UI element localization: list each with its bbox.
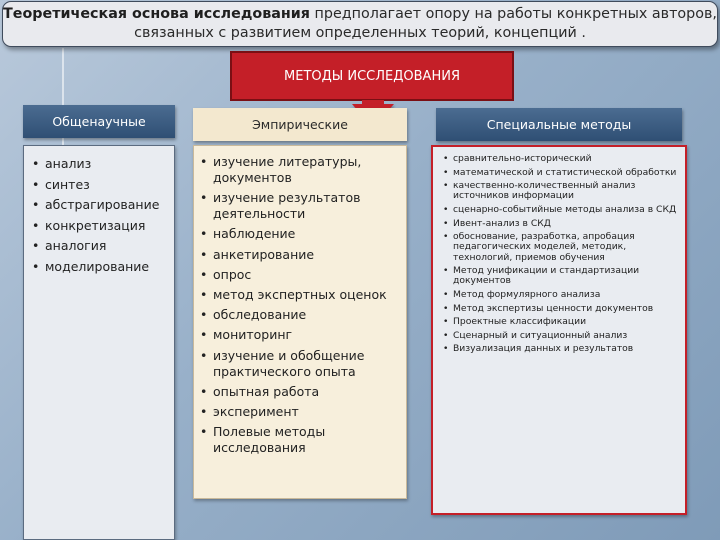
list-item: • Ивент-анализ в СКД [453,219,682,229]
empirical-methods-list [213,154,402,456]
list-item: • сравнительно-исторический [453,154,682,164]
general-methods-header [23,105,175,138]
list-item: • абстрагирование [45,195,174,216]
list-item: • метод экспертных оценок [213,287,402,303]
list-item: • изучение и обобщение практического опыта [213,348,402,380]
list-item: • Проектные классификации [453,317,682,327]
special-methods-header [436,108,682,141]
list-item: • Метод экспертизы ценности документов [453,304,682,314]
general-methods-box [23,145,175,540]
methods-title-box [230,51,514,101]
list-item: • изучение результатов деятельности [213,190,402,222]
intro-banner [2,1,718,47]
list-item: • эксперимент [213,404,402,420]
list-item: • Полевые методы исследования [213,424,402,456]
list-item: • математической и статистической обработки [453,168,682,178]
special-methods-box [431,145,687,515]
empirical-methods-box [193,145,407,499]
list-item: • обоснование, разработка, апробация педагогических моделей, методик, технологий, приемов обучения [453,232,682,263]
list-item: • Метод формулярного анализа [453,290,682,300]
list-item: • Метод унификации и стандартизации документов [453,266,682,286]
list-item: • конкретизация [45,216,174,237]
empirical-methods-title: Эмпирические [252,117,348,132]
list-item: • анкетирование [213,247,402,263]
list-item: • наблюдение [213,226,402,242]
list-item: • Визуализация данных и результатов [453,344,682,354]
list-item: • обследование [213,307,402,323]
banner-line2-text: связанных с развитием определенных теорий, концепций . [134,25,586,41]
list-item: • опрос [213,267,402,283]
special-methods-list [453,154,682,355]
empirical-methods-header [193,108,407,141]
list-item: • мониторинг [213,327,402,343]
methods-title: МЕТОДЫ ИССЛЕДОВАНИЯ [284,69,460,84]
general-methods-list [45,154,174,277]
list-item: • моделирование [45,257,174,278]
list-item: • качественно-количественный анализ источников информации [453,181,682,201]
banner-line1-text: предполагает опору на работы конкретных авторов, [309,6,717,22]
list-item: • синтез [45,175,174,196]
list-item: • сценарно-событийные методы анализа в СКД [453,205,682,215]
general-methods-title: Общенаучные [52,114,146,129]
banner-bold-text: Теоретическая основа исследования [3,6,310,22]
list-item: • опытная работа [213,384,402,400]
list-item: • аналогия [45,236,174,257]
list-item: • Сценарный и ситуационный анализ [453,331,682,341]
list-item: • изучение литературы, документов [213,154,402,186]
list-item: • анализ [45,154,174,175]
special-methods-title: Специальные методы [486,117,632,132]
